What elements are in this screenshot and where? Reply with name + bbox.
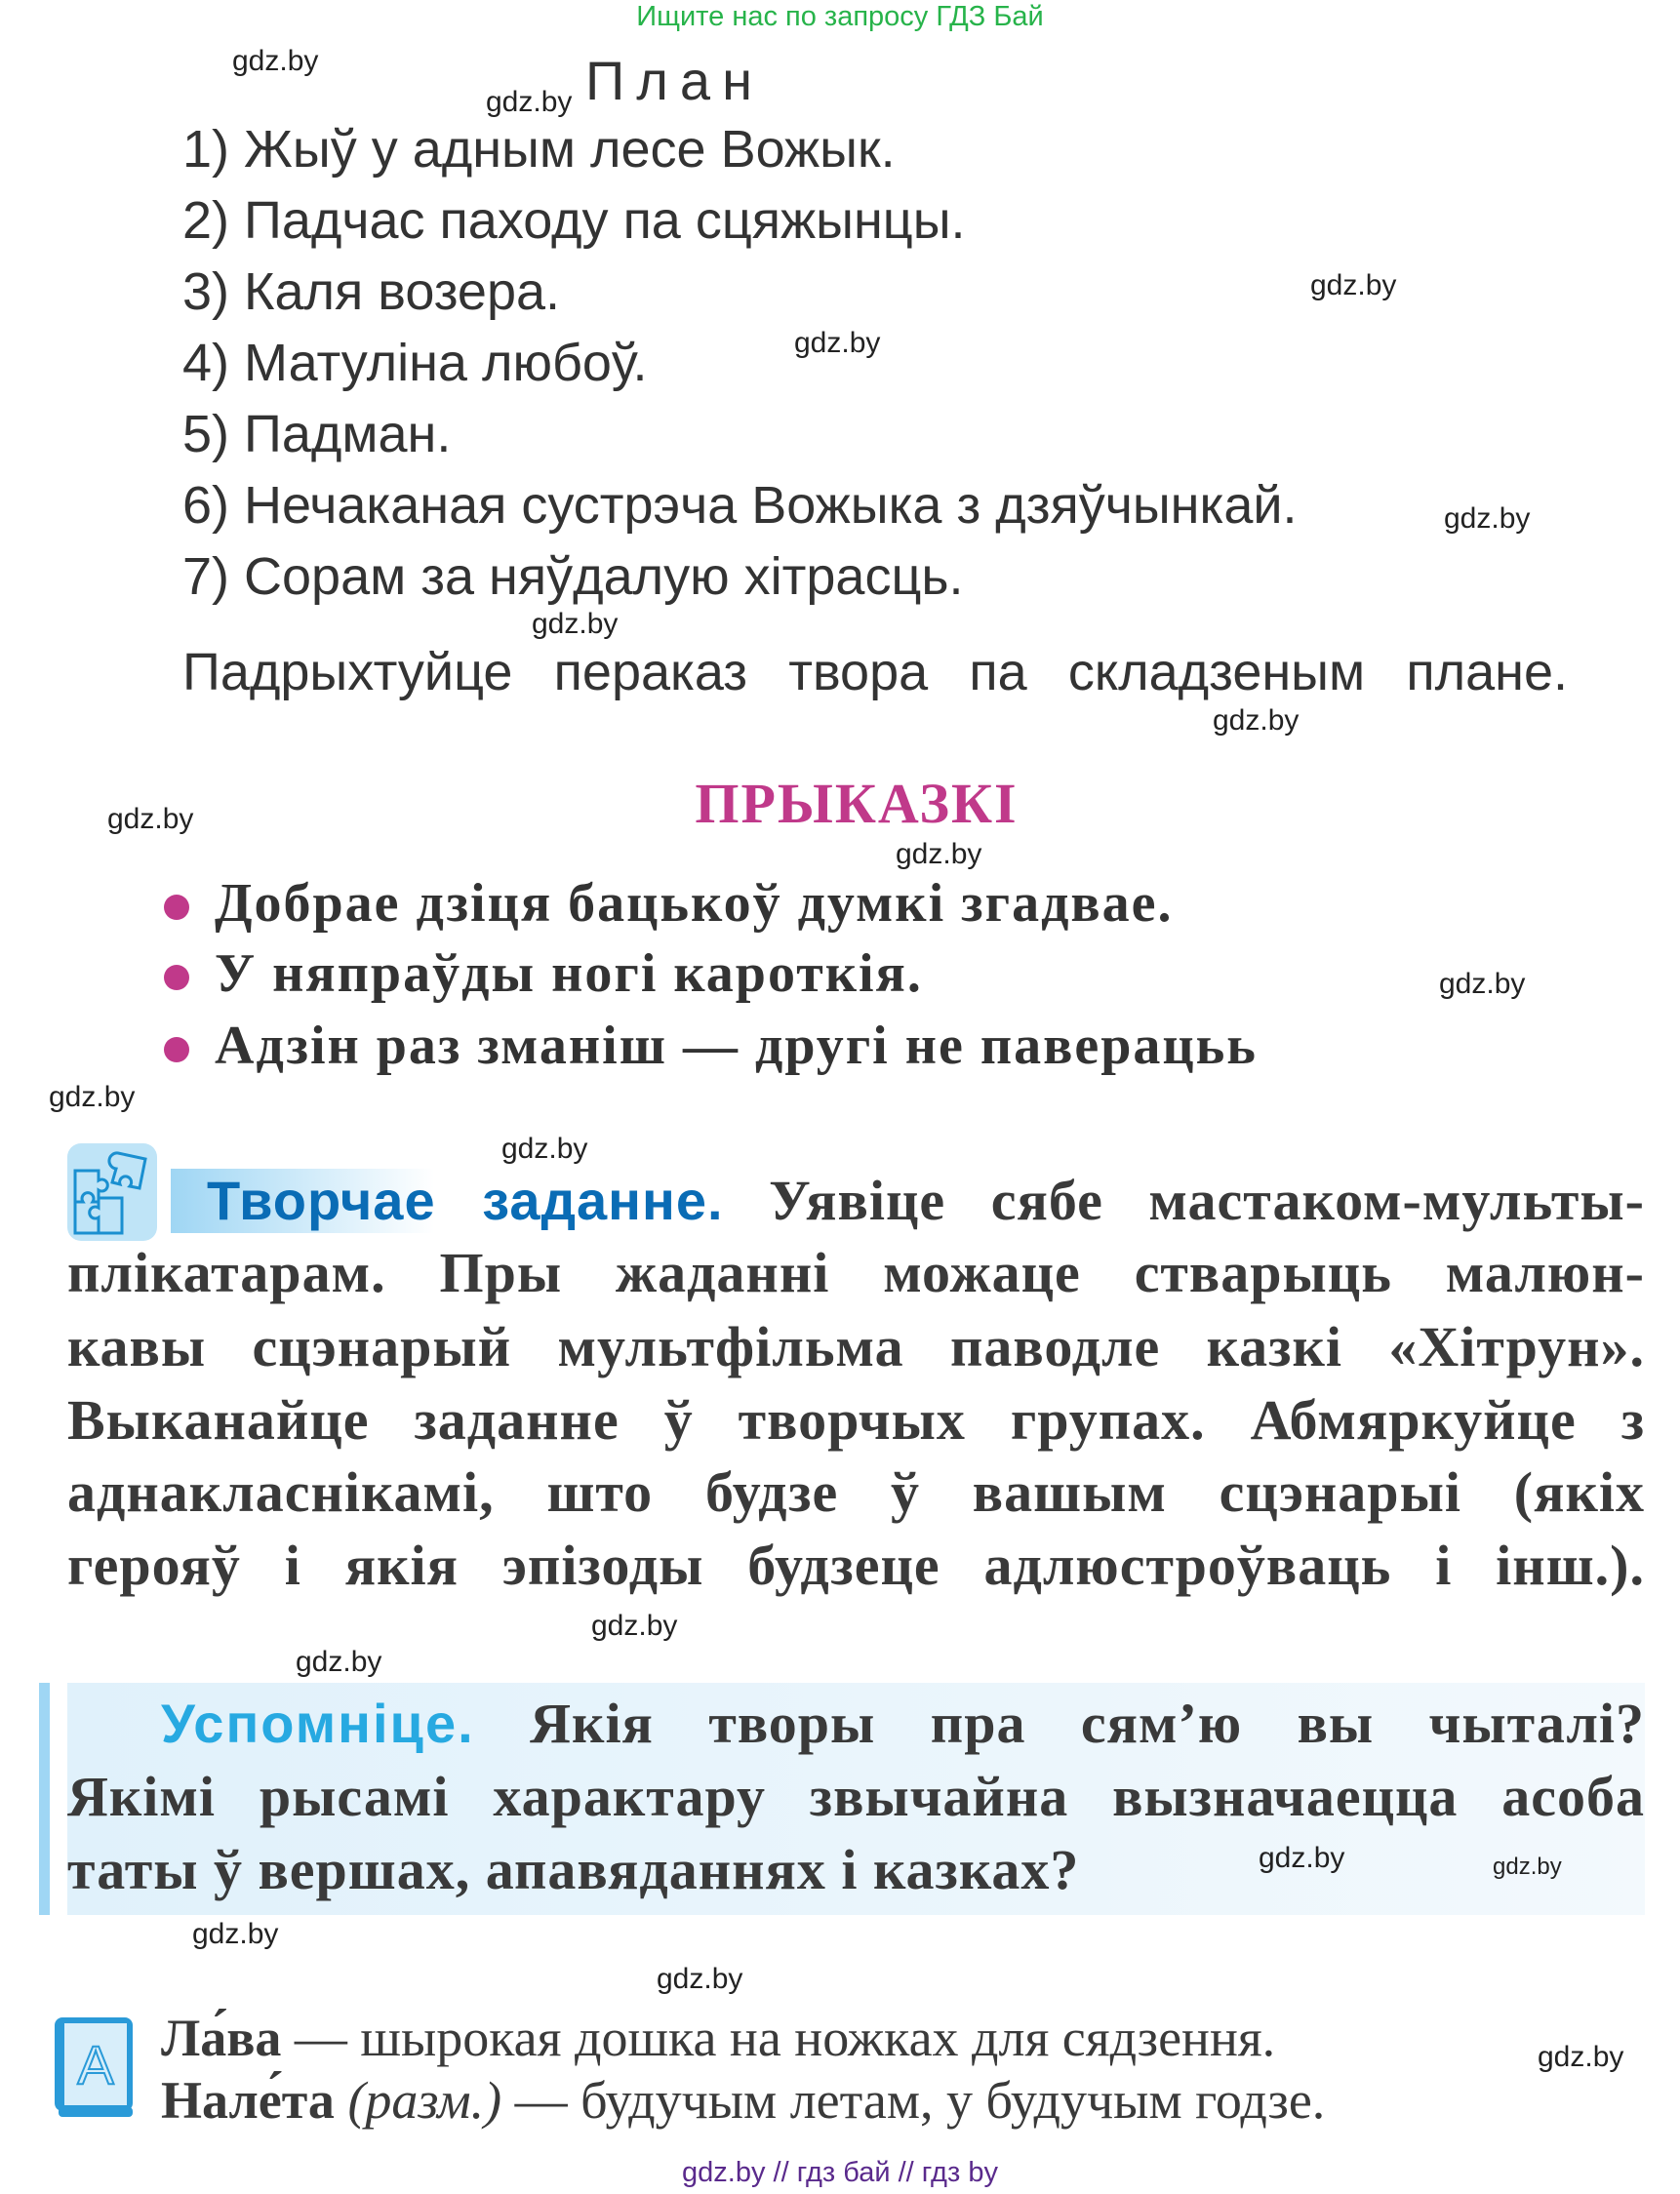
plan-item: 7) Сорам за няўдалую хітрасць. (182, 547, 964, 606)
bullet-icon (164, 895, 189, 920)
plan-item: 4) Матуліна любоў. (182, 334, 648, 392)
glossary-term: Нале́та (161, 2071, 335, 2130)
search-hint: Ищите нас по запросу ГДЗ Бай (636, 1, 1044, 32)
task-line: плікатарам. Пры жаданні можаце стварыць малюн- (67, 1241, 1645, 1304)
watermark: gdz.by (192, 1918, 279, 1950)
plan-item: 5) Падман. (182, 405, 452, 463)
plan-title: План (585, 50, 764, 111)
dictionary-icon (51, 2015, 137, 2121)
glossary-definition: — будучым летам, у будучым годзе. (501, 2071, 1326, 2130)
glossary-entry (161, 2010, 1275, 2067)
task-line (207, 1169, 1645, 1232)
watermark: gdz.by (232, 45, 319, 77)
watermark: gdz.by (896, 838, 982, 870)
watermark: gdz.by (1213, 704, 1300, 737)
bullet-icon (164, 1037, 189, 1062)
proverb: Добрае дзіця бацькоў думкі згадвае. (215, 873, 1174, 934)
watermark: gdz.by (49, 1081, 136, 1113)
watermark: gdz.by (1259, 1842, 1345, 1874)
proverb: Адзін раз зманіш — другі не паверацьь (215, 1016, 1258, 1076)
watermark: gdz.by (1538, 2041, 1624, 2073)
glossary-note: (разм.) (334, 2071, 502, 2130)
task-line: кавы сцэнарый мультфільма паводле казкі «Хітрун». (67, 1315, 1645, 1378)
remember-line: Якімі рысамі характару звычайна вызначаецца асоба (67, 1765, 1645, 1828)
bullet-icon (164, 965, 189, 990)
remember-line (161, 1692, 1645, 1755)
remember-heading: Успомніце. (161, 1693, 475, 1754)
plan-item: 6) Нечаканая сустрэча Вожыка з дзяўчынкай. (182, 476, 1298, 535)
proverbs-title: ПРЫКАЗКІ (695, 772, 1019, 835)
watermark: gdz.by (794, 327, 881, 359)
task-text: Уявіце сябе мастаком-мульты- (769, 1169, 1645, 1232)
remember-text: Якія творы пра сям’ю вы чыталі? (530, 1692, 1646, 1755)
glossary-term: Ла́ва (161, 2009, 282, 2067)
watermark: gdz.by (1439, 968, 1526, 1000)
watermark: gdz.by (107, 803, 194, 835)
watermark: gdz.by (1310, 269, 1397, 301)
plan-instruction: Падрыхтуйце пераказ твора па складзеным плане. (182, 643, 1568, 701)
watermark: gdz.by (486, 86, 573, 118)
task-line: Выканайце заданне ў творчых групах. Абмяркуйце з (67, 1388, 1645, 1452)
remember-accent-bar (39, 1683, 50, 1915)
task-line: герояў і якія эпізоды будзеце адлюстроўваць і інш.). (67, 1534, 1645, 1597)
watermark: gdz.by (591, 1610, 678, 1642)
plan-item: 2) Падчас паходу па сцяжынцы. (182, 191, 966, 250)
svg-text:A: A (77, 2034, 114, 2095)
puzzle-icon (67, 1143, 157, 1241)
glossary-definition: — шырокая дошка на ножках для сядзення. (281, 2009, 1276, 2067)
glossary-entry (161, 2072, 1325, 2130)
watermark: gdz.by (657, 1963, 743, 1995)
watermark: gdz.by (532, 608, 619, 640)
watermark: gdz.by (501, 1133, 588, 1165)
plan-item: 3) Каля возера. (182, 262, 561, 321)
task-line: аднакласнікамі, што будзе ў вашым сцэнарыі (якіх (67, 1460, 1645, 1524)
proverb: У няпраўды ногі кароткія. (215, 943, 923, 1004)
watermark: gdz.by (1493, 1854, 1562, 1880)
footer-watermark: gdz.by // гдз бай // гдз by (682, 2157, 998, 2188)
task-heading: Творчае заданне. (207, 1170, 724, 1231)
watermark: gdz.by (296, 1646, 382, 1678)
plan-item: 1) Жыў у адным лесе Вожык. (182, 120, 896, 179)
remember-line: таты ў вершах, апавяданнях і казках? (67, 1838, 1080, 1901)
watermark: gdz.by (1444, 502, 1531, 535)
